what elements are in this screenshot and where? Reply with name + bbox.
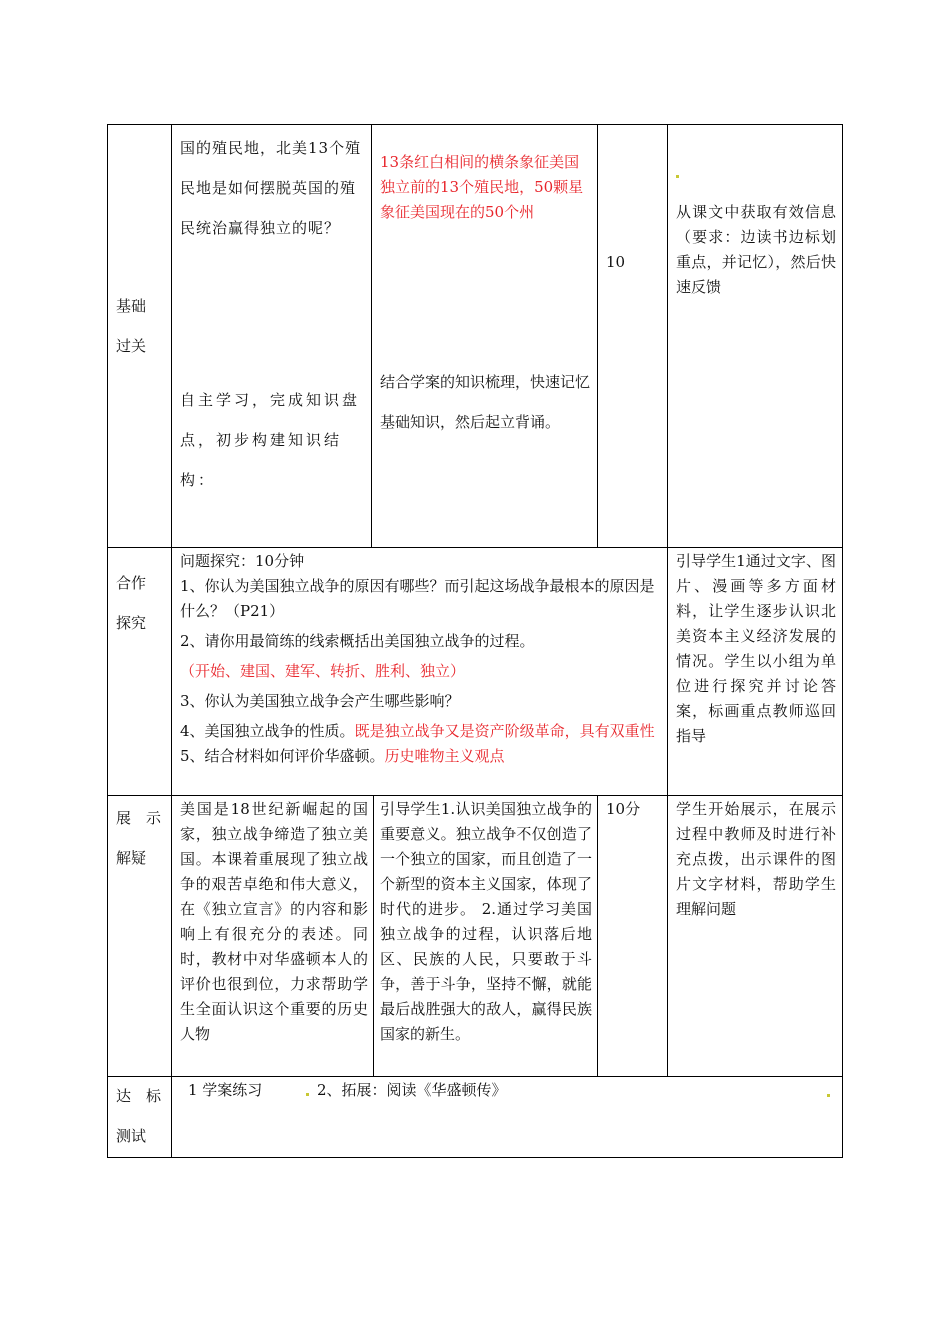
row3-method: 学生开始展示，在展示过程中教师及时进行补充点拨，出示课件的图片文字材料，帮助学生理解问题 <box>676 800 836 918</box>
row3-label-line2: 解疑 <box>116 849 147 867</box>
row3-significance: 引导学生1.认识美国独立战争的重要意义。独立战争不仅创造了一个独立的国家，而且创造了一个新型的资本主义国家，体现了时代的进步。 2.通过学习美国独立战争的过程，认识落后地区、民族的人民，只要敢于斗争，善于斗争，坚持不懈，就能最后战胜强大的敌人，赢得民族国家的新生。 <box>380 800 592 1043</box>
row1-review-note: 结合学案的知识梳理，快速记忆基础知识，然后起立背诵。 <box>380 373 591 431</box>
table-border-top <box>107 124 843 125</box>
table-border-bottom <box>107 1157 843 1158</box>
column-divider-4-row1 <box>667 124 668 548</box>
row2-question-2: 2、请你用最简练的线索概括出美国独立战争的过程。 <box>180 632 535 650</box>
row3-time: 10分 <box>606 800 641 818</box>
row-divider-1 <box>107 547 843 548</box>
row3-label <box>116 798 166 878</box>
row2-question-5 <box>180 744 664 769</box>
row2-question-4 <box>180 719 664 744</box>
row1-question: 国的殖民地，北美13个殖民地是如何摆脱英国的殖民统治赢得独立的呢？ <box>180 139 362 237</box>
table-border-left <box>107 124 108 1158</box>
row2-answer-4: 既是独立战争又是资产阶级革命，具有双重性 <box>354 722 655 740</box>
row2-question-5-prefix: 5、结合材料如何评价华盛顿。 <box>180 747 385 765</box>
row2-question-4-prefix: 4、美国独立战争 <box>180 722 295 740</box>
row3-label-line1: 展 示 <box>116 809 162 827</box>
row2-label <box>116 563 166 643</box>
row-divider-3 <box>107 1076 843 1077</box>
decorative-dot <box>306 1093 309 1096</box>
column-divider-4-row2 <box>667 547 668 796</box>
row2-question-4-mid: 的性质。 <box>294 722 355 740</box>
row2-method: 引导学生1通过文字、图片、漫画等多方面材料，让学生逐步认识北美资本主义经济发展的情况。学生以小组为单位进行探究并讨论答案，标画重点教师巡回指导 <box>676 552 836 745</box>
row1-label-line1: 基础 <box>116 297 147 315</box>
row2-questions <box>180 549 664 769</box>
column-divider-3-row3 <box>597 795 598 1077</box>
row-divider-2 <box>107 795 843 796</box>
row2-question-3: 3、你认为美国独立战争会产生哪些影响？ <box>180 692 460 710</box>
row1-label-line2: 过关 <box>116 337 147 355</box>
column-divider-2-row3 <box>373 795 374 1077</box>
column-divider-label <box>171 124 172 1158</box>
decorative-dot <box>676 175 679 178</box>
row2-answer-2: （开始、建国、建军、转折、胜利、独立） <box>180 662 466 680</box>
row3-summary: 美国是18世纪新崛起的国家，独立战争缔造了独立美国。本课着重展现了独立战争的艰苦卓绝和伟大意义，在《独立宣言》的内容和影响上有很充分的表述。同时，教材中对华盛顿本人的评价也很到位，力求帮助学生全面认识这个重要的历史人物 <box>180 800 368 1043</box>
row4-extension: 2、拓展：阅读《华盛顿传》 <box>317 1081 507 1099</box>
row2-heading: 问题探究：10分钟 <box>180 552 305 570</box>
row2-label-line1: 合作 <box>116 574 147 592</box>
row1-self-study: 自主学习，完成知识盘点，初步构建知识结构： <box>180 391 361 489</box>
row1-method: 从课文中获取有效信息（要求：边读书边标划重点，并记忆），然后快速反馈 <box>676 203 836 296</box>
row1-time: 10 <box>606 253 626 271</box>
decorative-dot <box>827 1094 830 1097</box>
row4-label-line2: 测试 <box>116 1127 147 1145</box>
row4-label-line1: 达 标 <box>116 1087 162 1105</box>
row2-answer-5: 历史唯物主义观点 <box>384 747 505 765</box>
column-divider-3-row1 <box>597 124 598 548</box>
row2-question-1: 1、你认为美国独立战争的原因有哪些？而引起这场战争最根本的原因是什么？（P21） <box>180 577 655 620</box>
row4-label <box>116 1076 166 1156</box>
row2-label-line2: 探究 <box>116 614 147 632</box>
column-divider-2-row1 <box>371 124 372 548</box>
table-border-right <box>842 124 843 1158</box>
row1-flag-note: 13条红白相间的横条象征美国独立前的13个殖民地，50颗星象征美国现在的50个州 <box>380 153 584 221</box>
row4-exercise: 1 学案练习 <box>188 1081 263 1099</box>
column-divider-4-row3 <box>667 795 668 1077</box>
row1-label <box>116 286 166 366</box>
